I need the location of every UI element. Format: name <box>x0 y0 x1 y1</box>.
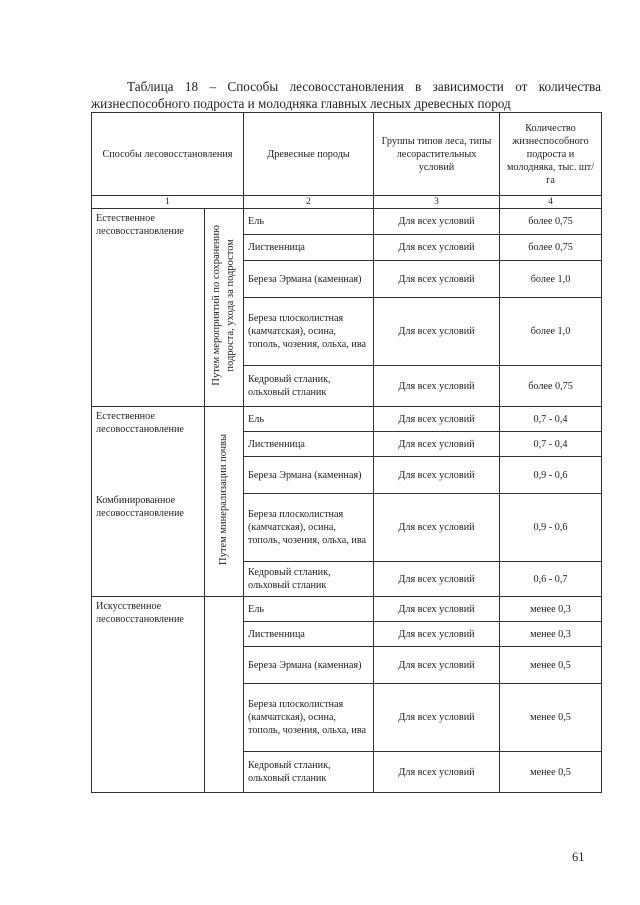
quantity-cell: менее 0,3 <box>500 622 602 647</box>
caption-line-2: жизнеспособного подроста и молодняка главных лесных древесных пород <box>91 96 511 111</box>
table-row <box>92 597 602 622</box>
quantity-cell: менее 0,5 <box>500 647 602 684</box>
column-number: 2 <box>244 196 374 209</box>
species-cell: Лиственница <box>244 432 374 457</box>
forest-groups-cell: Для всех условий <box>374 432 500 457</box>
forest-groups-cell: Для всех условий <box>374 407 500 432</box>
forest-groups-cell: Для всех условий <box>374 622 500 647</box>
approach-label-line: подроста, ухода за подростом <box>225 239 236 372</box>
forest-groups-cell: Для всех условий <box>374 457 500 494</box>
column-number: 3 <box>374 196 500 209</box>
quantity-cell: менее 0,5 <box>500 752 602 793</box>
quantity-cell: 0,6 - 0,7 <box>500 562 602 597</box>
caption-word: Таблица <box>127 79 174 94</box>
quantity-cell: 0,7 - 0,4 <box>500 432 602 457</box>
caption-word: – <box>209 79 217 94</box>
method-label: Естественное лесовосстановление <box>96 213 184 237</box>
quantity-cell: более 1,0 <box>500 261 602 298</box>
quantity-cell: более 0,75 <box>500 235 602 261</box>
method-label: Комбинированное лесовосстановление <box>96 495 184 519</box>
caption-word: лесовосстановления <box>289 79 404 94</box>
approach-label-line: Путем мероприятий по сохранению <box>211 225 222 386</box>
species-cell: Ель <box>244 209 374 235</box>
approach-cell <box>205 209 244 407</box>
approach-label <box>217 434 231 565</box>
caption-word: от <box>515 79 528 94</box>
approach-cell <box>205 597 244 793</box>
species-cell: Ель <box>244 407 374 432</box>
table-row <box>92 407 602 432</box>
forest-groups-cell: Для всех условий <box>374 494 500 562</box>
method-cell <box>92 597 205 793</box>
caption-word: Способы <box>227 79 279 94</box>
forest-groups-cell: Для всех условий <box>374 647 500 684</box>
header-methods: Способы лесовосстановления <box>92 113 244 196</box>
species-cell: Береза Эрмана (каменная) <box>244 261 374 298</box>
page-number: 61 <box>572 850 585 864</box>
reforestation-table <box>91 112 602 793</box>
table-caption <box>91 78 601 112</box>
species-cell: Кедровый стланик, ольховый стланик <box>244 752 374 793</box>
method-label: Естественное лесовосстановление <box>96 411 184 435</box>
species-cell: Береза Эрмана (каменная) <box>244 457 374 494</box>
caption-word: количества <box>538 79 601 94</box>
forest-groups-cell: Для всех условий <box>374 261 500 298</box>
header-quantity: Количество жизнеспособного подроста и молодняка, тыс. шт/га <box>500 113 602 196</box>
forest-groups-cell: Для всех условий <box>374 684 500 752</box>
quantity-cell: более 0,75 <box>500 366 602 407</box>
forest-groups-cell: Для всех условий <box>374 366 500 407</box>
quantity-cell: менее 0,3 <box>500 597 602 622</box>
species-cell: Лиственница <box>244 235 374 261</box>
forest-groups-cell: Для всех условий <box>374 235 500 261</box>
column-number-row <box>92 196 602 209</box>
caption-word: в <box>415 79 422 94</box>
approach-label-line: Путем минерализации почвы <box>218 434 229 565</box>
forest-groups-cell: Для всех условий <box>374 752 500 793</box>
caption-word: зависимости <box>432 79 504 94</box>
species-cell: Кедровый стланик, ольховый стланик <box>244 562 374 597</box>
caption-line-1 <box>91 78 601 95</box>
caption-word: 18 <box>184 79 199 94</box>
forest-groups-cell: Для всех условий <box>374 298 500 366</box>
method-cell <box>92 407 205 597</box>
quantity-cell: более 1,0 <box>500 298 602 366</box>
species-cell: Береза плосколистная (камчатская), осина, тополь, чозения, ольха, ива <box>244 684 374 752</box>
quantity-cell: более 0,75 <box>500 209 602 235</box>
species-cell: Береза плосколистная (камчатская), осина, тополь, чозения, ольха, ива <box>244 298 374 366</box>
forest-groups-cell: Для всех условий <box>374 597 500 622</box>
method-cell <box>92 209 205 407</box>
table-row <box>92 209 602 235</box>
species-cell: Лиственница <box>244 622 374 647</box>
forest-groups-cell: Для всех условий <box>374 562 500 597</box>
species-cell: Кедровый стланик, ольховый стланик <box>244 366 374 407</box>
quantity-cell: 0,7 - 0,4 <box>500 407 602 432</box>
method-label: Искусственное лесовосстановление <box>96 601 184 625</box>
table-body <box>92 113 602 793</box>
species-cell: Береза Эрмана (каменная) <box>244 647 374 684</box>
column-number: 1 <box>92 196 244 209</box>
quantity-cell: 0,9 - 0,6 <box>500 457 602 494</box>
column-number: 4 <box>500 196 602 209</box>
species-cell: Береза плосколистная (камчатская), осина, тополь, чозения, ольха, ива <box>244 494 374 562</box>
approach-cell <box>205 407 244 597</box>
quantity-cell: 0,9 - 0,6 <box>500 494 602 562</box>
header-groups: Группы типов леса, типы лесорастительных условий <box>374 113 500 196</box>
species-cell: Ель <box>244 597 374 622</box>
header-species: Древесные породы <box>244 113 374 196</box>
forest-groups-cell: Для всех условий <box>374 209 500 235</box>
approach-label <box>210 225 238 386</box>
quantity-cell: менее 0,5 <box>500 684 602 752</box>
table-header-row <box>92 113 602 196</box>
